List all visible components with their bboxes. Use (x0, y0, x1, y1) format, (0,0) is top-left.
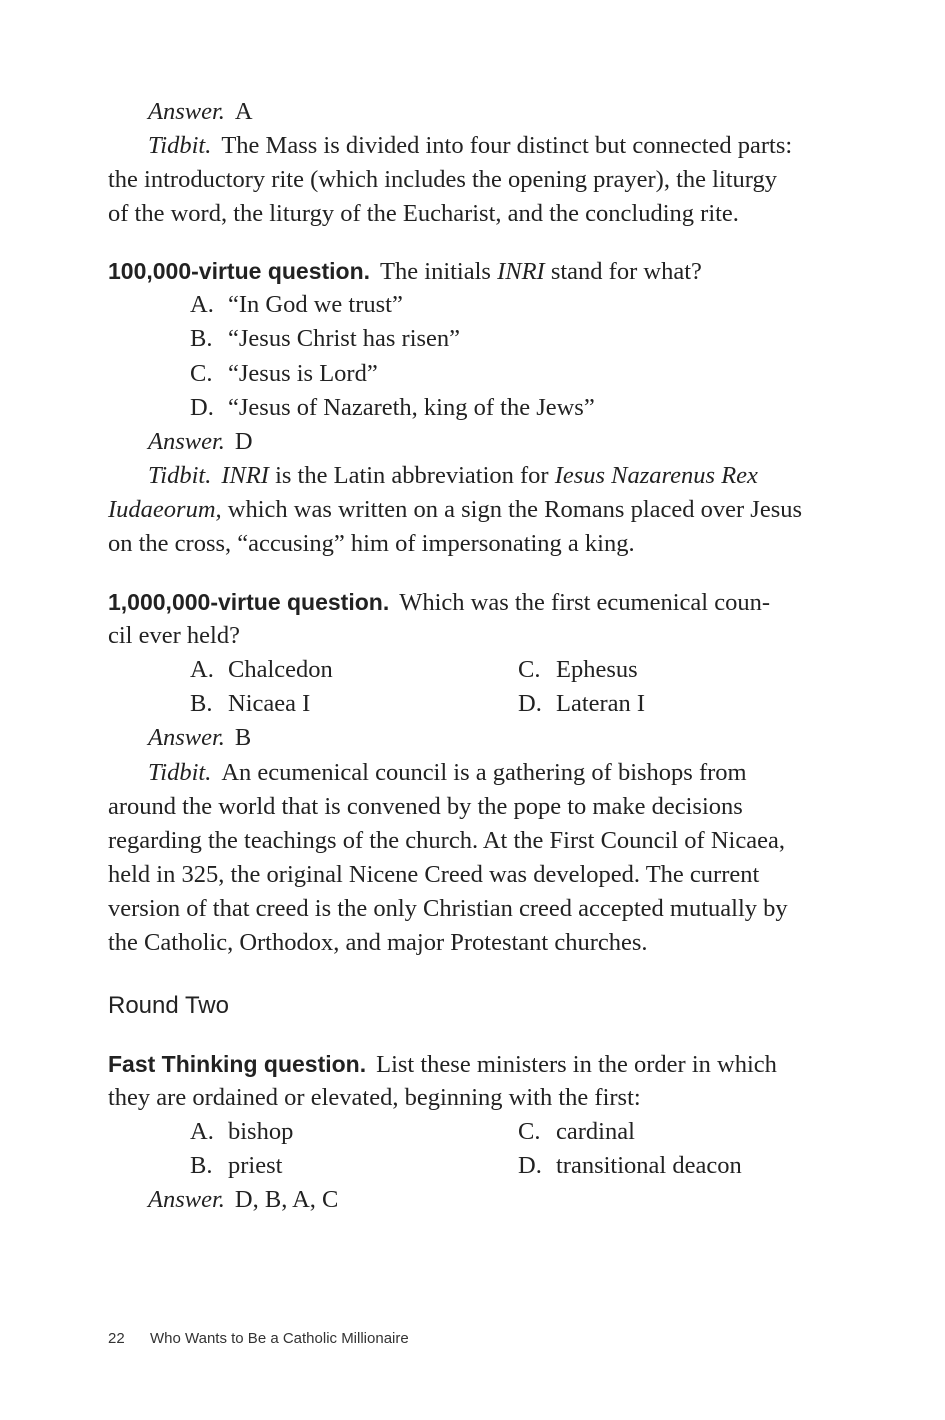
tidbit-text: of the word, the liturgy of the Eucharist, and the concluding rite. (108, 200, 739, 227)
question-text: The initials (380, 258, 491, 285)
option-text: bishop (228, 1118, 294, 1145)
question-text: Which was the first ecumenical coun- (399, 589, 770, 616)
tidbit-text: on the cross, “accusing” him of impersonating a king. (108, 530, 635, 557)
answer-line (148, 721, 251, 755)
tidbit-line (108, 493, 802, 527)
tidbit-label: Tidbit. (148, 462, 212, 489)
option-letter: D. (190, 394, 214, 421)
question-100k (108, 254, 702, 288)
option-b (190, 687, 310, 721)
answer-label: Answer. (148, 724, 225, 751)
tidbit-text: regarding the teachings of the church. At the First Council of Nicaea, (108, 827, 785, 854)
tidbit-text: the introductory rite (which includes the opening prayer), the liturgy (108, 166, 778, 193)
option-letter: B. (190, 325, 213, 352)
answer-label: Answer. (148, 1186, 225, 1213)
question-text: they are ordained or elevated, beginning with the first: (108, 1084, 641, 1111)
option-a (190, 653, 333, 687)
option-b (190, 322, 460, 356)
option-text: “In God we trust” (228, 291, 403, 318)
option-text: “Jesus of Nazareth, king of the Jews” (228, 394, 595, 421)
tidbit-label: Tidbit. (148, 759, 212, 786)
tidbit-text: which was written on a sign the Romans placed over Jesus (227, 496, 803, 523)
question-heading: 100,000-virtue question. (108, 258, 371, 284)
option-text: Chalcedon (228, 656, 333, 683)
question-emphasis: INRI (497, 258, 545, 285)
tidbit-text: around the world that is convened by the pope to make decisions (108, 793, 743, 820)
option-text: Lateran I (556, 690, 646, 717)
tidbit-emphasis: INRI (221, 462, 269, 489)
option-c (518, 653, 638, 687)
option-d (190, 391, 595, 425)
option-c (190, 357, 378, 391)
option-text: cardinal (556, 1118, 635, 1145)
running-title: Who Wants to Be a Catholic Millionaire (150, 1330, 409, 1347)
question-fast-thinking (108, 1047, 777, 1081)
option-d (518, 687, 645, 721)
option-text: priest (228, 1152, 283, 1179)
question-text: cil ever held? (108, 622, 240, 649)
option-text: Ephesus (556, 656, 638, 683)
option-letter: B. (190, 690, 213, 717)
tidbit-text: An ecumenical council is a gathering of bishops from (221, 759, 747, 786)
tidbit-text: the Catholic, Orthodox, and major Protestant churches. (108, 929, 648, 956)
tidbit-text: held in 325, the original Nicene Creed was developed. The current (108, 861, 760, 888)
option-letter: C. (518, 656, 541, 683)
option-letter: C. (190, 360, 213, 387)
option-letter: D. (518, 690, 542, 717)
tidbit-label: Tidbit. (148, 132, 212, 159)
option-text: “Jesus is Lord” (228, 360, 378, 387)
option-text: Nicaea I (228, 690, 311, 717)
option-letter: B. (190, 1152, 213, 1179)
tidbit-emphasis: Iesus Nazarenus Rex (554, 462, 758, 489)
tidbit-emphasis: Iudaeorum, (108, 496, 222, 523)
question-heading: Fast Thinking question. (108, 1051, 367, 1077)
tidbit-line (148, 129, 792, 163)
option-c (518, 1115, 635, 1149)
question-1m (108, 585, 770, 619)
option-letter: D. (518, 1152, 542, 1179)
tidbit-text: The Mass is divided into four distinct but connected parts: (221, 132, 793, 159)
option-d (518, 1149, 742, 1183)
answer-value: D (234, 428, 253, 455)
option-text: “Jesus Christ has risen” (228, 325, 461, 352)
question-text: stand for what? (550, 258, 702, 285)
option-a (190, 1115, 293, 1149)
option-letter: A. (190, 291, 214, 318)
answer-line (148, 95, 253, 129)
section-heading: Round Two (108, 992, 229, 1019)
tidbit-line (148, 756, 747, 790)
option-letter: C. (518, 1118, 541, 1145)
page-footer (108, 1330, 409, 1347)
option-b (190, 1149, 282, 1183)
answer-value: D, B, A, C (234, 1186, 339, 1213)
question-text: List these ministers in the order in which (376, 1051, 777, 1078)
option-letter: A. (190, 1118, 214, 1145)
answer-line (148, 425, 253, 459)
question-heading: 1,000,000-virtue question. (108, 589, 390, 615)
tidbit-text: version of that creed is the only Christian creed accepted mutually by (108, 895, 788, 922)
answer-label: Answer. (148, 428, 225, 455)
page-number: 22 (108, 1330, 125, 1347)
option-a (190, 288, 403, 322)
tidbit-text: is the Latin abbreviation for (275, 462, 549, 489)
answer-label: Answer. (148, 98, 225, 125)
answer-value: A (234, 98, 253, 125)
tidbit-line (148, 459, 758, 493)
option-text: transitional deacon (556, 1152, 742, 1179)
answer-value: B (234, 724, 252, 751)
option-letter: A. (190, 656, 214, 683)
answer-line (148, 1183, 338, 1217)
